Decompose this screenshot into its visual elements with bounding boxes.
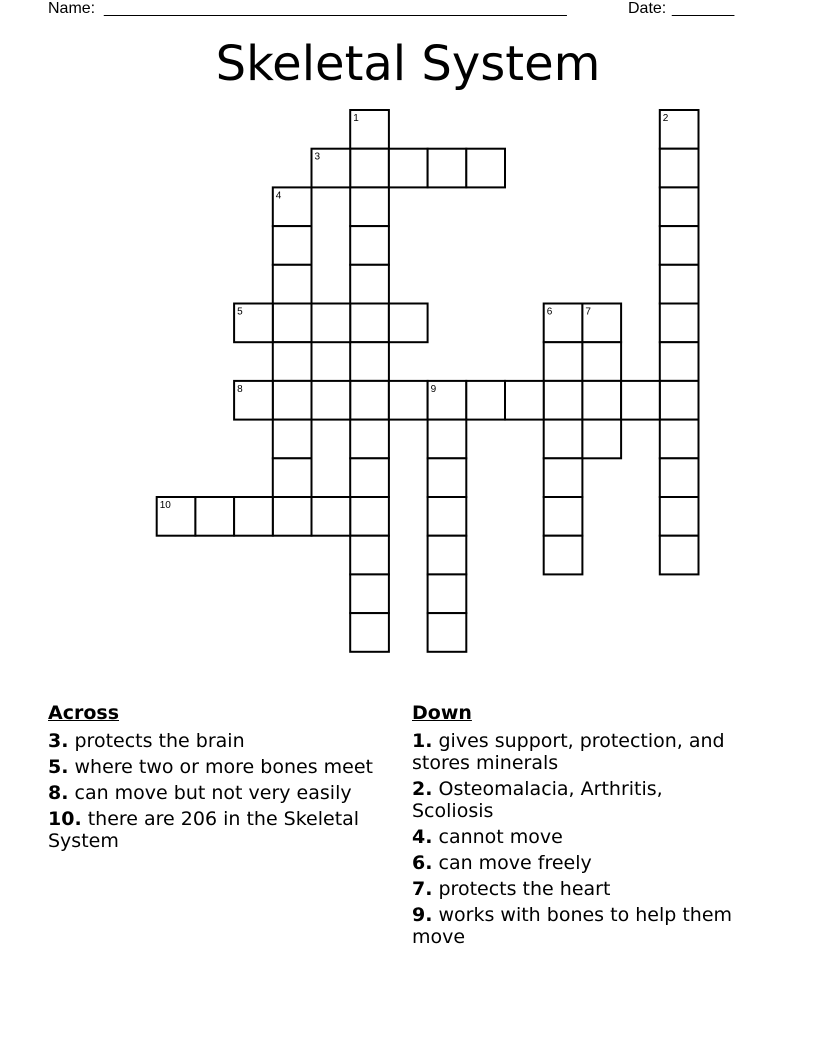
- grid-cell[interactable]: [660, 342, 699, 381]
- grid-cell[interactable]: [660, 420, 699, 459]
- clue-across-8: [48, 782, 393, 804]
- grid-cell[interactable]: [660, 381, 699, 420]
- grid-cell[interactable]: [582, 342, 621, 381]
- grid-cell[interactable]: [621, 381, 660, 420]
- grid-cell[interactable]: [389, 304, 428, 343]
- clue-across-10: [48, 808, 393, 852]
- clue-number: 4.: [412, 826, 433, 848]
- grid-cell[interactable]: [350, 536, 389, 575]
- clue-number: 5.: [48, 756, 69, 778]
- clue-number-label: 5: [237, 306, 243, 318]
- grid-cell[interactable]: [428, 420, 467, 459]
- clue-number: 1.: [412, 730, 433, 752]
- grid-cell[interactable]: [428, 574, 467, 613]
- grid-cell[interactable]: [428, 536, 467, 575]
- clue-text: cannot move: [438, 826, 563, 848]
- grid-cell[interactable]: [350, 574, 389, 613]
- clue-down-6: [412, 852, 742, 874]
- name-field[interactable]: ____________________________________________________: [104, 0, 567, 17]
- grid-cell[interactable]: [660, 149, 699, 188]
- clue-down-2: [412, 778, 742, 822]
- page-title: Skeletal System: [215, 36, 601, 92]
- clue-number-label: 2: [662, 113, 669, 124]
- grid-cell[interactable]: [660, 187, 699, 226]
- clue-text: protects the heart: [438, 878, 611, 900]
- grid-cell[interactable]: [273, 265, 312, 304]
- clue-text: gives support, protection, and stores minerals: [412, 730, 725, 774]
- grid-cell[interactable]: [544, 381, 583, 420]
- grid-cell[interactable]: [350, 497, 389, 536]
- across-heading: Across: [48, 702, 120, 724]
- grid-cell[interactable]: [544, 497, 583, 536]
- grid-cell[interactable]: [466, 381, 505, 420]
- grid-cell[interactable]: [544, 536, 583, 575]
- grid-cell[interactable]: [582, 381, 621, 420]
- grid-cell[interactable]: [350, 381, 389, 420]
- grid-cell[interactable]: [350, 187, 389, 226]
- grid-cell[interactable]: [350, 458, 389, 497]
- clue-number-label: 10: [159, 500, 171, 511]
- grid-cell[interactable]: [350, 420, 389, 459]
- grid-cell[interactable]: [273, 458, 312, 497]
- grid-cell[interactable]: [660, 536, 699, 575]
- grid-cell[interactable]: [660, 497, 699, 536]
- grid-cell[interactable]: [428, 458, 467, 497]
- grid-cell[interactable]: [350, 342, 389, 381]
- date-label: Date:: [628, 0, 667, 17]
- grid-cell[interactable]: [660, 304, 699, 343]
- clue-text: there are 206 in the Skeletal System: [48, 808, 360, 852]
- clue-across-3: [48, 730, 393, 752]
- clue-number-label: 6: [546, 306, 553, 318]
- grid-cell[interactable]: [505, 381, 544, 420]
- grid-cell[interactable]: [312, 497, 351, 536]
- across-clues: [48, 702, 393, 856]
- grid-cell[interactable]: [660, 458, 699, 497]
- clue-down-9: [412, 904, 742, 948]
- grid-cell[interactable]: [350, 226, 389, 265]
- grid-cell[interactable]: [312, 381, 351, 420]
- grid-cell[interactable]: [466, 149, 505, 188]
- clue-number: 2.: [412, 778, 433, 800]
- clue-number-label: 1: [353, 113, 359, 124]
- clue-text: where two or more bones meet: [74, 756, 373, 778]
- clue-number: 8.: [48, 782, 69, 804]
- down-heading: Down: [412, 702, 472, 724]
- clue-number-label: 9: [430, 383, 437, 395]
- clue-text: protects the brain: [74, 730, 245, 752]
- clue-number-label: 3: [314, 151, 321, 163]
- grid-cell[interactable]: [660, 226, 699, 265]
- grid-cell[interactable]: [428, 149, 467, 188]
- clue-text: can move but not very easily: [74, 782, 352, 804]
- grid-cell[interactable]: [428, 613, 467, 652]
- clue-number-label: 4: [275, 190, 282, 202]
- grid-cell[interactable]: [195, 497, 234, 536]
- clue-down-1: [412, 730, 742, 774]
- grid-cell[interactable]: [582, 420, 621, 459]
- clue-number: 9.: [412, 904, 433, 926]
- grid-cell[interactable]: [389, 381, 428, 420]
- grid-cell[interactable]: [350, 304, 389, 343]
- grid-cell[interactable]: [660, 265, 699, 304]
- grid-cell[interactable]: [234, 497, 273, 536]
- clue-down-7: [412, 878, 742, 900]
- clue-number-label: 8: [237, 383, 243, 395]
- down-clues: [412, 702, 742, 952]
- clue-number: 7.: [412, 878, 433, 900]
- grid-cell[interactable]: [389, 149, 428, 188]
- grid-cell[interactable]: [544, 420, 583, 459]
- grid-cell[interactable]: [350, 265, 389, 304]
- name-label: Name:: [48, 0, 96, 17]
- grid-cell[interactable]: [544, 458, 583, 497]
- clue-across-5: [48, 756, 393, 778]
- clue-text: works with bones to help them move: [412, 904, 733, 948]
- clue-text: Osteomalacia, Arthritis, Scoliosis: [412, 778, 663, 822]
- grid-cell[interactable]: [273, 497, 312, 536]
- grid-cell[interactable]: [273, 342, 312, 381]
- clue-number: 3.: [48, 730, 69, 752]
- date-field[interactable]: _______: [672, 0, 735, 17]
- grid-cell[interactable]: [273, 304, 312, 343]
- grid-cell[interactable]: [273, 226, 312, 265]
- grid-cell[interactable]: [273, 381, 312, 420]
- grid-cell[interactable]: [350, 613, 389, 652]
- grid-cell[interactable]: [312, 304, 351, 343]
- clue-number: 10.: [48, 808, 82, 830]
- clue-text: can move freely: [438, 852, 592, 874]
- grid-cell[interactable]: [350, 149, 389, 188]
- grid-cell[interactable]: [273, 420, 312, 459]
- clue-down-4: [412, 826, 742, 848]
- grid-cell[interactable]: [544, 342, 583, 381]
- clue-number: 6.: [412, 852, 433, 874]
- clue-number-label: 7: [585, 306, 591, 318]
- grid-cell[interactable]: [428, 497, 467, 536]
